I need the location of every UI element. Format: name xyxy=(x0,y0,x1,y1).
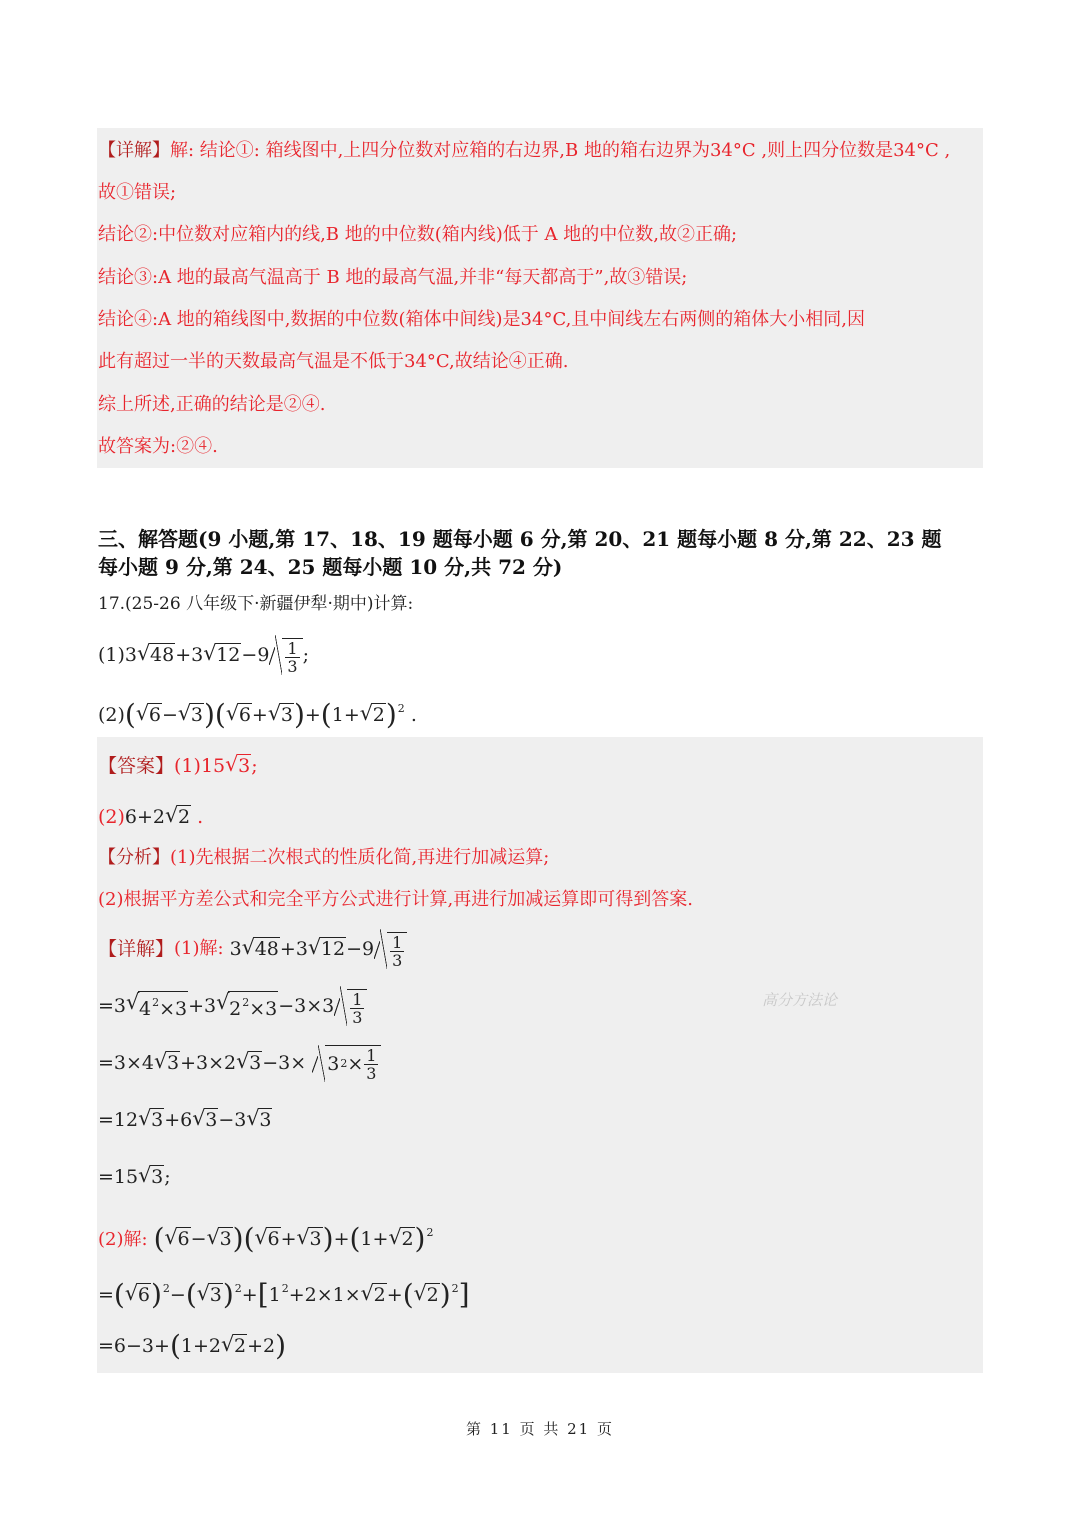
answer-line-2: (2)6+2√ 2 . xyxy=(98,804,203,830)
answer-line-1: 【答案】(1)15√ 3; xyxy=(98,753,258,779)
answer-tag: 【答案】 xyxy=(98,755,175,777)
q17-part-1: (1) 3 √ 48 +3 √ 12 −9 $\frac{1}{3}$ ; xyxy=(98,632,309,678)
detail-line-3: 结论②:中位数对应箱内的线,B 地的中位数(箱内线)低于 A 地的中位数,故②正确; xyxy=(98,224,738,245)
detail-1-line-5: =15√ 3; xyxy=(98,1164,171,1190)
detail-line-2: 故①错误; xyxy=(98,182,177,203)
detail-1-line-1: 【详解】 (1)解: 3 √ 48 +3 √ 12 −9 $\frac{1}{3}$ xyxy=(98,926,407,972)
watermark-text: 高分方法论 xyxy=(762,991,838,1009)
analysis-tag: 【分析】 xyxy=(98,847,170,868)
detail-2-line-2: =(√ 6)$^2$−(√ $3)^2+[1^2+2\times 1\times√$ 2+(√ 2)$^2$] xyxy=(98,1276,470,1308)
q17-stem: 17.(25-26 八年级下·新疆伊犁·期中)计算: xyxy=(98,594,414,614)
detail-2-line-3: =6−3+(1+2√ 2+2) xyxy=(98,1333,286,1359)
detail-1-line-2: =3 √ $4^2\times 3$ +3 √ $2^2\times 3$ −3×3 $\frac{1}{3}$ xyxy=(98,983,367,1029)
detail-line-4: 结论③:A 地的最高气温高于 B 地的最高气温,并非“每天都高于”,故③错误; xyxy=(98,267,688,288)
page-footer: 第 11 页 共 21 页 xyxy=(465,1420,614,1438)
section-heading-line-2: 每小题 9 分,第 24、25 题每小题 10 分,共 72 分) xyxy=(98,555,563,579)
detail-line-1: 【详解】解: 结论①: 箱线图中,上四分位数对应箱的右边界,B 地的箱右边界为34°C ,则上四分位数是34°C , xyxy=(98,140,951,161)
detail-line-6: 此有超过一半的天数最高气温是不低于34°C,故结论④正确. xyxy=(98,351,569,372)
detail-tag-2: 【详解】 xyxy=(98,938,175,960)
detail-tag: 【详解】 xyxy=(98,140,170,161)
analysis-line-1: 【分析】(1)先根据二次根式的性质化简,再进行加减运算; xyxy=(98,847,550,868)
section-heading-line-1: 三、解答题(9 小题,第 17、18、19 题每小题 6 分,第 20、21 题每小题 8 分,第 22、23 题 xyxy=(98,527,942,551)
detail-line-7: 综上所述,正确的结论是②④. xyxy=(98,394,326,415)
detail-1-line-4: =12√ 3+6√ 3−3√ 3 xyxy=(98,1107,272,1133)
analysis-line-2: (2)根据平方差公式和完全平方公式进行计算,再进行加减运算即可得到答案. xyxy=(98,889,693,910)
detail-line-8: 故答案为:②④. xyxy=(98,436,218,457)
detail-line-5: 结论④:A 地的箱线图中,数据的中位数(箱体中间线)是34°C,且中间线左右两侧的箱体大小相同,因 xyxy=(98,309,866,330)
detail-1-line-3: =3×4 √ 3 +3×2 √ 3 −3× 3 2 × $\frac{1}{3}$ xyxy=(98,1040,381,1086)
q17-part-2: (2)(√ 6−√ 3)(√ 6+√ 3)+(1+√ 2)$^2$ . xyxy=(98,696,417,728)
detail-2-line-1: (2)解: (√ 6−√ 3)(√ 6+√ 3)+(1+√ 2)$^2$ xyxy=(98,1220,433,1253)
